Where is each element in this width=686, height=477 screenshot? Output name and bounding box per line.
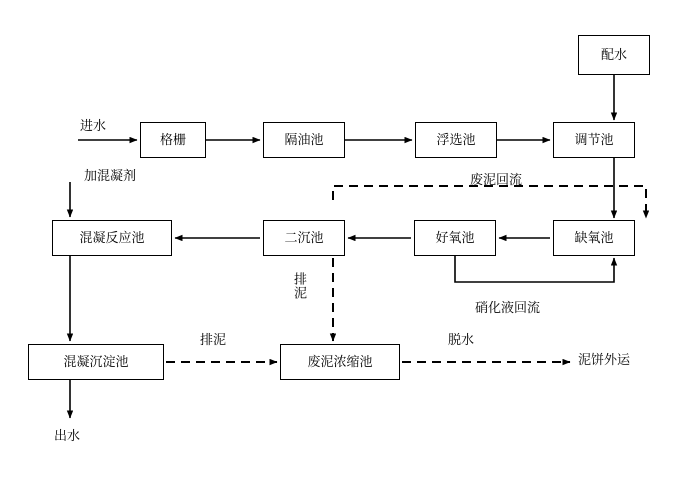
node-haoyangchi-label: 好氧池 <box>435 230 475 246</box>
node-queyangchi[interactable] <box>553 220 635 256</box>
node-erchenchi-label: 二沉池 <box>284 230 324 246</box>
label-chushui: 出水 <box>54 429 81 444</box>
node-fuxuanchi-label: 浮选池 <box>436 132 476 148</box>
edge-nitrate-recycle <box>455 256 614 282</box>
label-feini-huiliu: 废泥回流 <box>470 173 523 188</box>
node-hunning-fanying-chi-label: 混凝反应池 <box>79 230 145 246</box>
node-peishui-label: 配水 <box>600 47 627 63</box>
node-gezha-label: 格栅 <box>159 132 186 148</box>
node-gezha[interactable] <box>140 122 206 158</box>
label-jinshui: 进水 <box>80 119 107 134</box>
label-jiahunningji: 加混凝剂 <box>84 169 137 184</box>
node-geyouchi-label: 隔油池 <box>284 132 324 148</box>
node-feini-nongsuo-chi-label: 废泥浓缩池 <box>307 354 373 370</box>
node-tiaojiechi[interactable] <box>553 122 635 158</box>
node-hunning-chendian-chi-label: 混凝沉淀池 <box>63 354 129 370</box>
node-feini-nongsuo-chi[interactable] <box>280 344 400 380</box>
edge-sludge-return <box>333 186 646 218</box>
node-erchenchi[interactable] <box>263 220 345 256</box>
node-queyangchi-label: 缺氧池 <box>574 230 614 246</box>
node-tiaojiechi-label: 调节池 <box>574 132 614 148</box>
label-paini-vertical: 排泥 <box>291 272 306 300</box>
node-fuxuanchi[interactable] <box>415 122 497 158</box>
node-haoyangchi[interactable] <box>414 220 496 256</box>
label-paini-horizontal: 排泥 <box>200 333 227 348</box>
node-peishui[interactable] <box>578 35 650 75</box>
label-xiaohuaye-huiliu: 硝化液回流 <box>475 301 541 316</box>
node-hunning-chendian-chi[interactable] <box>28 344 164 380</box>
node-geyouchi[interactable] <box>263 122 345 158</box>
node-hunning-fanying-chi[interactable] <box>52 220 172 256</box>
label-tuoshui: 脱水 <box>448 333 475 348</box>
label-nibing-waiyun: 泥饼外运 <box>578 353 631 368</box>
